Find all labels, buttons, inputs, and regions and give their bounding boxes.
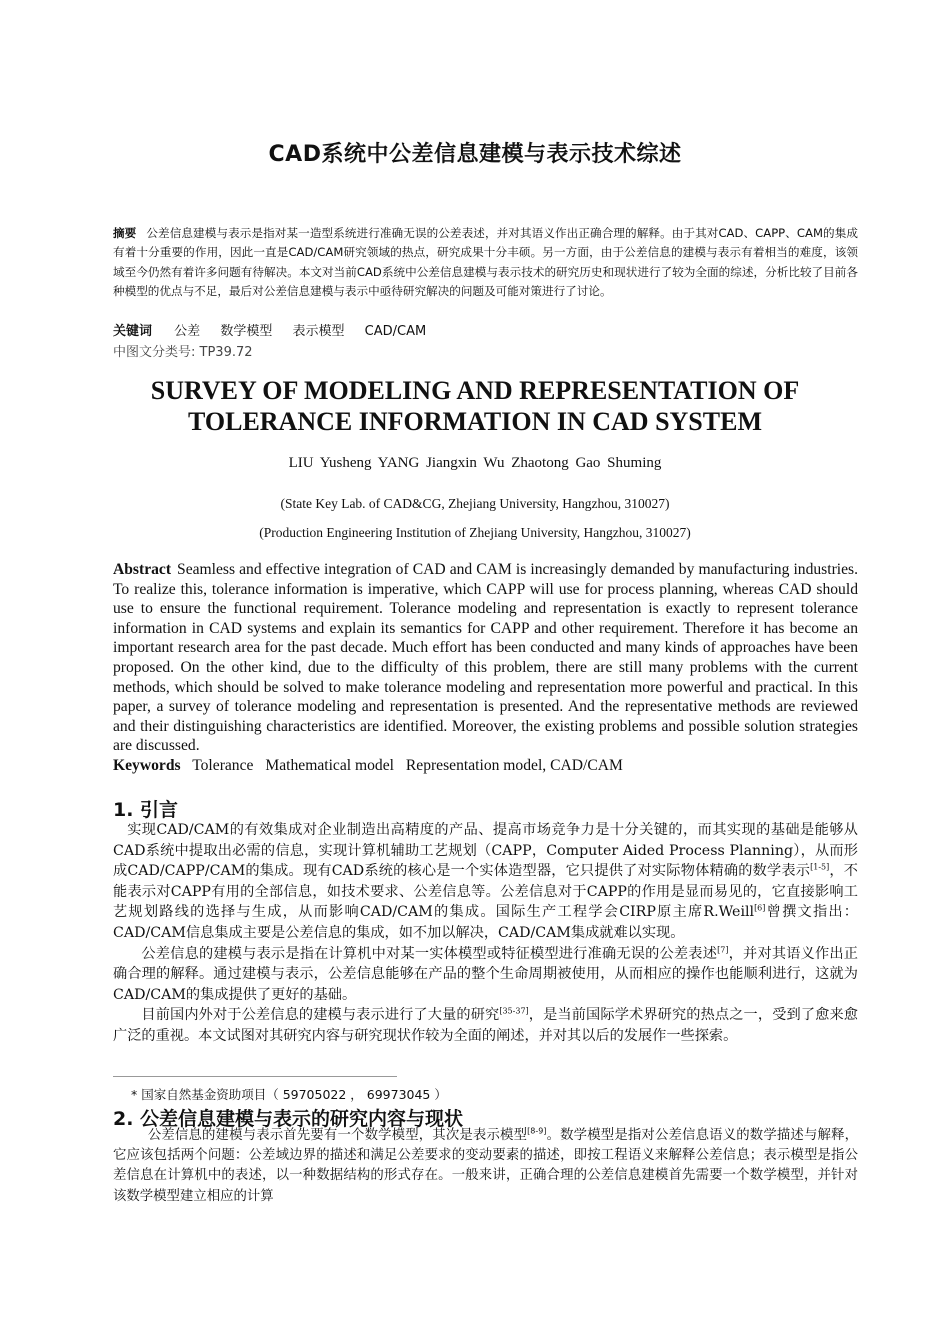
chinese-keywords (113, 320, 442, 339)
paragraph: 实现CAD/CAM的有效集成对企业制造出高精度的产品、提高市场竞争力是十分关键的，而其实现的基础是能够从CAD系统中提取出必需的信息，实现计算机辅助工艺规划（CAPP，Computer Aided Process Planning），从而形成CAD/CAPP/CAM的集成。现有CAD系统的核心是一个实体造型器，它只提供了对实际物体精确的数学表示[1-5]，不能表示对CAPP有用的全部信息，如技术要求、公差信息等。公差信息对于CAPP的作用是显而易见的，它直接影响工艺规划路线的选择与生成，从而影响CAD/CAM的集成。国际生产工程学会CIRP原主席R.Weill[6]曾撰文指出：CAD/CAM信息集成主要是公差信息的集成，如不加以解决，CAD/CAM集成就难以实现。 (113, 822, 858, 941)
citation: [35-37] (499, 1006, 529, 1016)
citation: [7] (717, 944, 729, 954)
chinese-keyword: 表示模型 (292, 324, 345, 339)
section-1-body (113, 820, 858, 1047)
paragraph: 公差信息的建模与表示首先要有一个数学模型，其次是表示模型[8-9]。数学模型是指对公差信息语义的数学描述与解释，它应该包括两个问题：公差域边界的描述和满足公差要求的变动要素的描述，即按工程语义来解释公差信息；表示模型是指公差信息在计算机中的表述，以一种数据结构的形式存在。一般来讲，正确合理的公差信息建模首先需要一个数学模型，并针对该数学模型建立相应的计算 (113, 1126, 859, 1204)
affiliation-1: (State Key Lab. of CAD&CG, Zhejiang University, Hangzhou, 310027) (280, 496, 670, 511)
english-abstract-label: Abstract (113, 561, 172, 578)
chinese-title: CAD系统中公差信息建模与表示技术综述 (268, 142, 682, 167)
classification-number: 中图文分类号: TP39.72 (113, 345, 253, 360)
chinese-keyword: 数学模型 (220, 324, 273, 339)
paragraph: 目前国内外对于公差信息的建模与表示进行了大量的研究[35-37]，是当前国际学术界研究的热点之一，受到了愈来愈广泛的重视。本文试图对其研究内容与研究现状作较为全面的阐述，并对其以后的发展作一些探索。 (113, 1006, 858, 1044)
chinese-keyword: 公差 (174, 324, 201, 339)
chinese-abstract-text: 公差信息建模与表示是指对某一造型系统进行准确无误的公差表述，并对其语义作出正确合理的解释。由于其对CAD、CAPP、CAM的集成有着十分重要的作用，因此一直是CAD/CAM研究领域的热点，研究成果十分丰硕。另一方面，由于公差信息的建模与表示有着相当的难度，该领域至今仍然有着许多问题有待解决。本文对当前CAD系统中公差信息建模与表示技术的研究历史和现状进行了较为全面的综述，分析比较了目前各种模型的优点与不足，最后对公差信息建模与表示中亟待研究解决的问题及可能对策进行了讨论。 (113, 226, 858, 299)
section-2-heading: 2. 公差信息建模与表示的研究内容与现状 (113, 1108, 464, 1130)
footnote: * 国家自然基金资助项目（ 59705022 ， 69973045 ） (131, 1087, 447, 1102)
english-abstract (113, 560, 858, 756)
chinese-keyword: CAD/CAM (364, 324, 427, 339)
english-keyword: Tolerance (192, 757, 254, 774)
english-title-line-2: TOLERANCE INFORMATION IN CAD SYSTEM (188, 407, 762, 436)
english-abstract-text: Seamless and effective integration of CAD and CAM is increasingly demanded by manufacturing industries. To realize this, tolerance information is imperative, which CAPP will use for process planning, whereas CAD should use to ensure the functional requirement. Tolerance modeling and representation is exactly to represent tolerance information in CAD systems and explain its semantics for CAPP and other requirement. Therefore it has become an important research area for the past decade. Much effort has been conducted and many kinds of approaches have been proposed. On the other kind, due to the difficulty of this problem, there are still many problems with the current methods, which should be solved to make tolerance modeling and representation more powerful and practical. In this paper, a survey of tolerance modeling and representation is presented. And the representative methods are reviewed and their distinguishing characteristics are identified. Moreover, the existing problems and possible solution strategies are discussed. (113, 561, 858, 755)
english-title-line-1: SURVEY OF MODELING AND REPRESENTATION OF (150, 376, 800, 405)
chinese-abstract-label: 摘要 (113, 226, 137, 240)
section-2-body (113, 1126, 858, 1207)
citation: [6] (754, 903, 766, 913)
english-keywords (113, 757, 631, 775)
chinese-keywords-label: 关键词 (113, 324, 153, 339)
english-title (0, 375, 950, 437)
chinese-abstract (113, 224, 858, 302)
citation: [1-5] (810, 862, 830, 872)
section-1-heading: 1. 引言 (113, 799, 179, 821)
citation: [8-9] (527, 1126, 547, 1136)
affiliation-2: (Production Engineering Institution of Zhejiang University, Hangzhou, 310027) (259, 525, 691, 540)
english-keyword: Mathematical model (265, 757, 394, 774)
paragraph: 公差信息的建模与表示是指在计算机中对某一实体模型或特征模型进行准确无误的公差表述[7]，并对其语义作出正确合理的解释。通过建模与表示，公差信息能够在产品的整个生命周期被使用，从而相应的操作也能顺利进行，这就为CAD/CAM的集成提供了更好的基础。 (113, 944, 858, 1003)
english-keywords-label: Keywords (113, 757, 181, 774)
footnote-divider (113, 1076, 397, 1077)
english-keyword: Representation model, CAD/CAM (405, 757, 623, 774)
authors: LIU Yusheng YANG Jiangxin Wu Zhaotong Gao Shuming (288, 455, 662, 471)
